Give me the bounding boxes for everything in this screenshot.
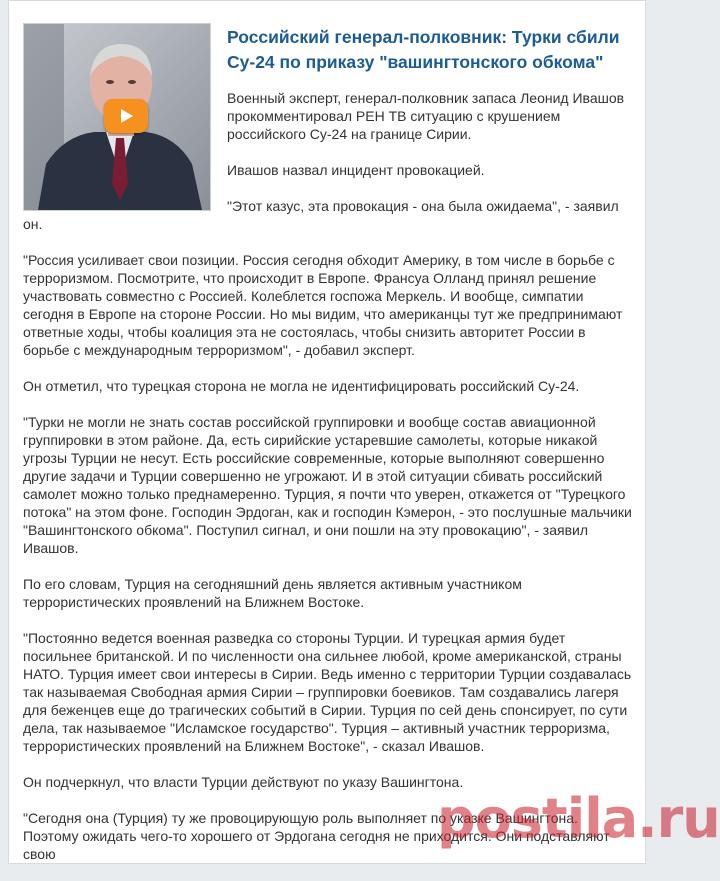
paragraph: "Этот казус, эта провокация - она была ожидаема", - заявил он. — [23, 198, 619, 232]
paragraph: По его словам, Турция на сегодняшний день является активным участником террористических проявлений на Ближнем Востоке. — [23, 576, 522, 610]
paragraph: "Россия усиливает свои позиции. Россия сегодня обходит Америку, в том числе в борьбе с терроризмом. Посмотрите, что происходит в Европе. Франсуа Олланд принял решение участвовать совместно с Россией. Колеблется госпожа Меркель. И вообще, симпатии сегодня в Европе на стороне России. Но мы видим, что американцы тут же предпринимают ответные ходы, чтобы коалиция эта не состоялась, чтобы снизить авторитет России в борьбе с международным терроризмом", - добавил эксперт. — [23, 252, 623, 358]
paragraph: "Турки не могли не знать состав российской группировки и вообще состав авиационной группировки в этом районе. Да, есть сирийские устаревшие самолеты, которые никакой угрозы Турции не несут. Есть российские современные, которые выполняют совершенно другие задачи и Турции совершенно не угрожают. И в этой ситуации сбивать российский самолет можно только преднамеренно. Турция, я почти что уверен, откажется от "Турецкого потока" на этом фоне. Господин Эрдоган, как и господин Кэмерон, - это послушные мальчики "Вашингтонского обкома". Поступил сигнал, и они пошли на эту провокацию", - заявил Ивашов. — [23, 414, 632, 556]
paragraph: Он подчеркнул, что власти Турции действуют по указу Вашингтона. — [23, 774, 464, 790]
article-title: Российский генерал-полковник: Турки сбили Су-24 по приказу "вашингтонского обкома" — [227, 27, 620, 72]
article-body — [23, 89, 633, 881]
article-page — [8, 0, 720, 864]
paragraph: Ивашов назвал инцидент провокацией. — [227, 162, 485, 178]
watermark-logo: postila.ru — [437, 787, 720, 850]
paragraph: Он отметил, что турецкая сторона не могла не идентифицировать российский Су-24. — [23, 378, 580, 394]
paragraph: "Постоянно ведется военная разведка со стороны Турции. И турецкая армия будет посильнее британской. И по численности она сильнее любой, кроме американской, страны НАТО. Турция имеет свои интересы в Сирии. Ведь именно с территории Турции создавалась так называемая Свободная армия Сирии – группировки боевиков. Там создавались лагеря для беженцев еще до трагических событий в Сирии. Турция по сей день спонсирует, по сути дела, так называемое "Исламское государство". Турция – активный участник терроризма, террористических проявлений на Ближнем Востоке", - сказал Ивашов. — [23, 630, 632, 754]
paragraph: "Сегодня она (Турция) ту же провоцирующую роль выполняет по указке Вашингтона. Поэтому ожидать чего-то хорошего от Эрдогана сегодня не приходится. Они подставляют свою — [23, 810, 610, 862]
paragraph: Военный эксперт, генерал-полковник запаса Леонид Ивашов прокомментировал РЕН ТВ ситуацию с крушением российского Су-24 на границе Сирии. — [227, 90, 625, 142]
